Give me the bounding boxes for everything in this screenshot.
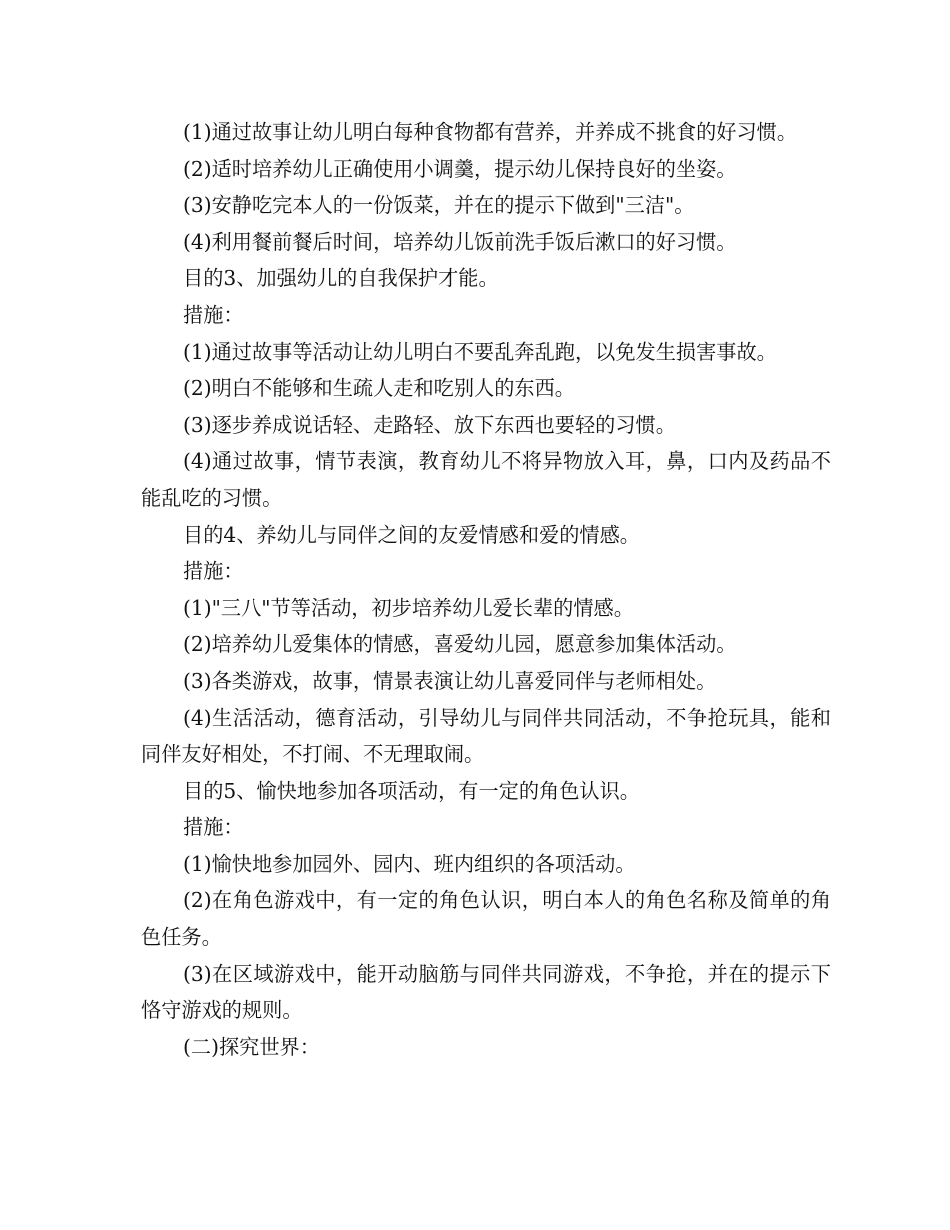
document-page xyxy=(141,114,831,1065)
measures-label: 措施： xyxy=(183,559,244,584)
paragraph-13: (1)"三八"节等活动，初步培养幼儿爱长辈的情感。 xyxy=(183,595,634,620)
paragraph-3: (3)安静吃完本人的一份饭菜，并在的提示下做到"三洁"。 xyxy=(183,193,695,218)
paragraph-20: (2)在角色游戏中，有一定的角色认识，明白本人的角色名称及简单的角色任务。 xyxy=(141,888,831,950)
paragraph-8: (2)明白不能够和生疏人走和吃别人的东西。 xyxy=(183,376,575,401)
paragraph-15: (3)各类游戏，故事，情景表演让幼儿喜爱同伴与老师相处。 xyxy=(183,668,717,693)
goal-4-heading: 目的4、养幼儿与同伴之间的友爱情感和爱的情感。 xyxy=(183,522,640,547)
paragraph-19: (1)愉快地参加园外、园内、班内组织的各项活动。 xyxy=(183,851,636,876)
goal-3-heading: 目的3、加强幼儿的自我保护才能。 xyxy=(183,266,499,291)
measures-label: 措施： xyxy=(183,302,244,327)
paragraph-9: (3)逐步养成说话轻、走路轻、放下东西也要轻的习惯。 xyxy=(183,412,676,437)
paragraph-4: (4)利用餐前餐后时间，培养幼儿饭前洗手饭后漱口的好习惯。 xyxy=(183,229,737,254)
paragraph-21: (3)在区域游戏中，能开动脑筋与同伴共同游戏，不争抢，并在的提示下恪守游戏的规则。 xyxy=(141,961,831,1023)
paragraph-2: (2)适时培养幼儿正确使用小调羹，提示幼儿保持良好的坐姿。 xyxy=(183,156,737,181)
measures-label: 措施： xyxy=(183,815,244,840)
paragraph-7: (1)通过故事等活动让幼儿明白不要乱奔乱跑，以免发生损害事故。 xyxy=(183,339,777,364)
goal-5-heading: 目的5、愉快地参加各项活动，有一定的角色认识。 xyxy=(183,778,640,803)
section-heading: (二)探究世界： xyxy=(183,1034,320,1059)
paragraph-1: (1)通过故事让幼儿明白每种食物都有营养，并养成不挑食的好习惯。 xyxy=(183,120,798,144)
paragraph-10: (4)通过故事，情节表演，教育幼儿不将异物放入耳，鼻，口内及药品不能乱吃的习惯。 xyxy=(141,449,831,510)
paragraph-16: (4)生活活动，德育活动，引导幼儿与同伴共同活动，不争抢玩具，能和同伴友好相处，不打闹、不无理取闹。 xyxy=(141,705,831,767)
paragraph-14: (2)培养幼儿爱集体的情感，喜爱幼儿园，愿意参加集体活动。 xyxy=(183,632,737,657)
